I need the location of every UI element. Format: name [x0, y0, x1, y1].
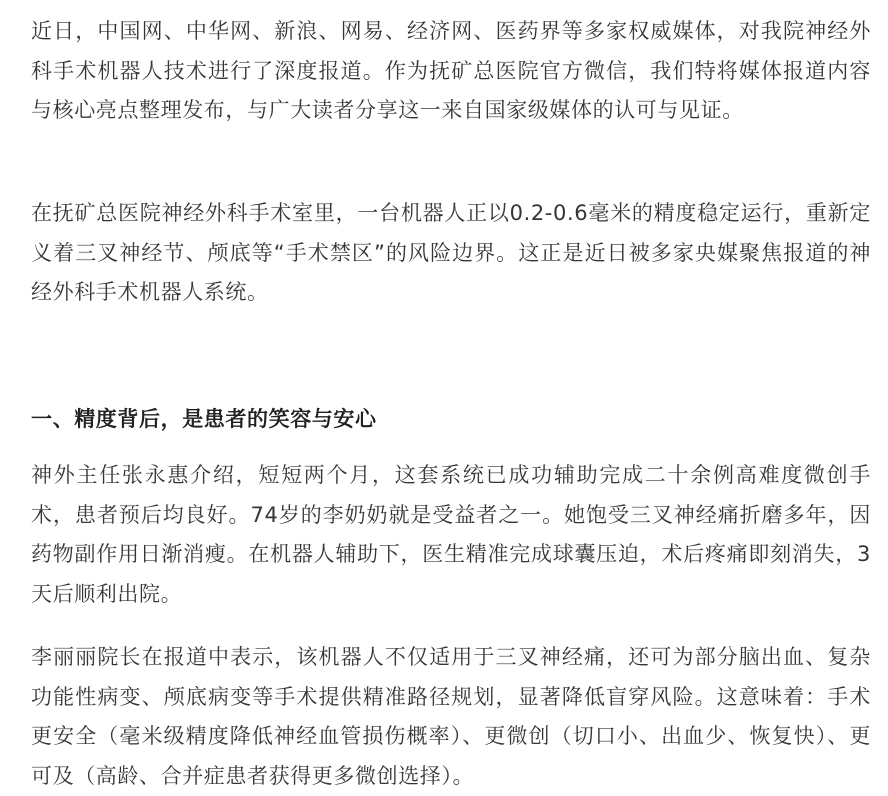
intro-paragraph: 近日，中国网、中华网、新浪、网易、经济网、医药界等多家权威媒体，对我院神经外科手术机器人技术进行了深度报道。作为抚矿总医院官方微信，我们特将媒体报道内容与核心亮点整理发布，与广大读者分享这一来自国家级媒体的认可与见证。	[31, 19, 871, 122]
director-statement-paragraph: 李丽丽院长在报道中表示，该机器人不仅适用于三叉神经痛，还可为部分脑出血、复杂功能性病变、颅底病变等手术提供精准路径规划，显著降低盲穿风险。这意味着：手术更安全（毫米级精度降低神经血管损伤概率）、更微创（切口小、出血少、恢复快）、更可及（高龄、合并症患者获得更多微创选择）。	[31, 645, 871, 788]
patient-case-paragraph: 神外主任张永惠介绍，短短两个月，这套系统已成功辅助完成二十余例高难度微创手术，患者预后均良好。74岁的李奶奶就是受益者之一。她饱受三叉神经痛折磨多年，因药物副作用日渐消瘦。在机器人辅助下，医生精准完成球囊压迫，术后疼痛即刻消失，3天后顺利出院。	[31, 463, 871, 606]
robot-precision-paragraph: 在抚矿总医院神经外科手术室里，一台机器人正以0.2-0.6毫米的精度稳定运行，重新定义着三叉神经节、颅底等“手术禁区”的风险边界。这正是近日被多家央媒聚焦报道的神经外科手术机器人系统。	[31, 201, 871, 304]
section-heading: 一、精度背后，是患者的笑容与安心	[31, 407, 377, 431]
